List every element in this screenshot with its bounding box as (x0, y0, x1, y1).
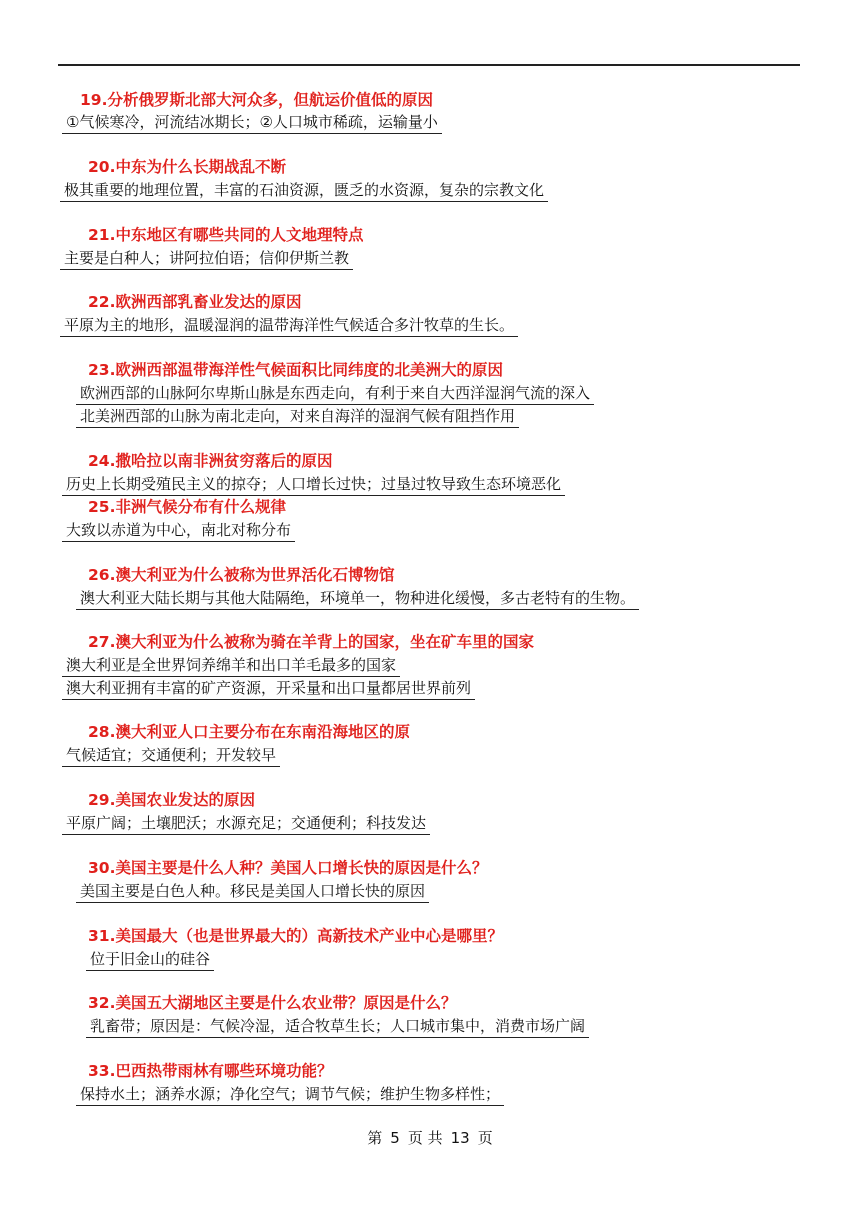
answer-32: 乳畜带；原因是：气候冷湿，适合牧草生长；人口城市集中，消费市场广阔 (86, 1016, 589, 1038)
footer-page-mid: 页 共 (407, 1129, 443, 1147)
question-23: 23.欧洲西部温带海洋性气候面积比同纬度的北美洲大的原因 (88, 361, 503, 379)
answer-27-line-2: 澳大利亚拥有丰富的矿产资源，开采量和出口量都居世界前列 (62, 678, 475, 700)
answer-27-line-1: 澳大利亚是全世界饲养绵羊和出口羊毛最多的国家 (62, 655, 400, 677)
answer-21: 主要是白种人；讲阿拉伯语；信仰伊斯兰教 (60, 248, 353, 270)
question-26: 26.澳大利亚为什么被称为世界活化石博物馆 (88, 566, 395, 584)
question-22: 22.欧洲西部乳畜业发达的原因 (88, 293, 302, 311)
question-31: 31.美国最大（也是世界最大的）高新技术产业中心是哪里？ (88, 927, 503, 945)
question-19: 19.分析俄罗斯北部大河众多，但航运价值低的原因 (80, 91, 433, 109)
answer-33: 保持水土；涵养水源；净化空气；调节气候；维护生物多样性； (76, 1084, 504, 1106)
answer-29: 平原广阔；土壤肥沃；水源充足；交通便利；科技发达 (62, 813, 430, 835)
answer-20: 极其重要的地理位置，丰富的石油资源，匮乏的水资源，复杂的宗教文化 (60, 180, 548, 202)
answer-28: 气候适宜；交通便利；开发较早 (62, 745, 280, 767)
answer-22: 平原为主的地形，温暖湿润的温带海洋性气候适合多汁牧草的生长。 (60, 315, 518, 337)
question-25: 25.非洲气候分布有什么规律 (88, 498, 286, 516)
question-29: 29.美国农业发达的原因 (88, 791, 255, 809)
answer-25: 大致以赤道为中心，南北对称分布 (62, 520, 295, 542)
question-21: 21.中东地区有哪些共同的人文地理特点 (88, 226, 364, 244)
question-32: 32.美国五大湖地区主要是什么农业带？原因是什么？ (88, 994, 457, 1012)
answer-23-line-1: 欧洲西部的山脉阿尔卑斯山脉是东西走向，有利于来自大西洋湿润气流的深入 (76, 383, 594, 405)
footer-page-suffix: 页 (477, 1129, 493, 1147)
question-24: 24.撒哈拉以南非洲贫穷落后的原因 (88, 452, 333, 470)
answer-30: 美国主要是白色人种。移民是美国人口增长快的原因 (76, 881, 429, 903)
page-footer (0, 1127, 860, 1148)
question-28: 28.澳大利亚人口主要分布在东南沿海地区的原 (88, 723, 410, 741)
answer-24: 历史上长期受殖民主义的掠夺；人口增长过快；过垦过牧导致生态环境恶化 (62, 474, 565, 496)
question-33: 33.巴西热带雨林有哪些环境功能？ (88, 1062, 333, 1080)
answer-26: 澳大利亚大陆长期与其他大陆隔绝，环境单一，物种进化缓慢，多古老特有的生物。 (76, 588, 639, 610)
footer-total-pages: 13 (450, 1129, 470, 1147)
answer-31: 位于旧金山的硅谷 (86, 949, 214, 971)
footer-page-number: 5 (390, 1129, 400, 1147)
answer-19: ①气候寒冷，河流结冰期长；②人口城市稀疏，运输量小 (62, 112, 442, 134)
answer-23-line-2: 北美洲西部的山脉为南北走向，对来自海洋的湿润气候有阻挡作用 (76, 406, 519, 428)
footer-page-prefix: 第 (367, 1129, 383, 1147)
question-27: 27.澳大利亚为什么被称为骑在羊背上的国家，坐在矿车里的国家 (88, 633, 534, 651)
header-rule (58, 64, 800, 66)
question-20: 20.中东为什么长期战乱不断 (88, 158, 286, 176)
question-30: 30.美国主要是什么人种？美国人口增长快的原因是什么？ (88, 859, 488, 877)
